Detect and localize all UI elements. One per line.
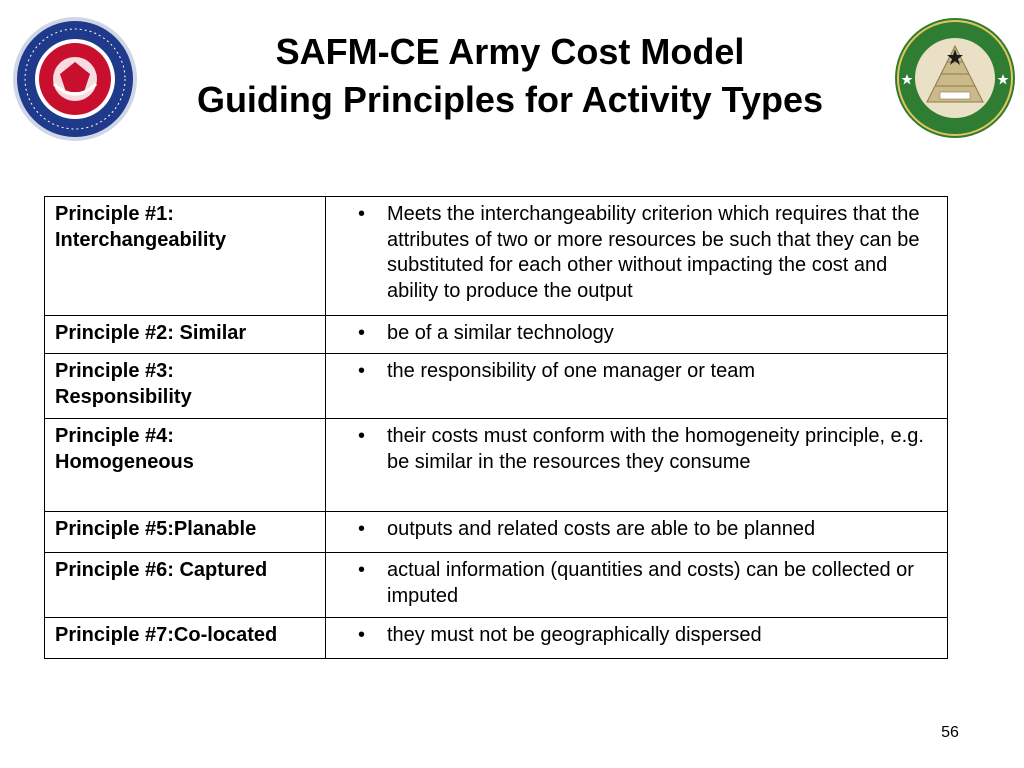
asa-seal-icon (10, 14, 140, 144)
table-row (45, 553, 948, 618)
bullet-icon: • (358, 559, 366, 581)
bullet-icon: • (358, 322, 366, 344)
principle-description (326, 419, 948, 512)
principles-table (44, 196, 948, 659)
bullet-icon: • (358, 624, 366, 646)
principle-description-text: actual information (quantities and costs) can be collected or imputed (387, 559, 914, 607)
principle-name: Principle #2: Similar (45, 316, 326, 354)
principle-name: Principle #6: Captured (45, 553, 326, 618)
principle-name: Principle #4: Homogeneous (45, 419, 326, 512)
principle-name: Principle #7:Co-located (45, 618, 326, 659)
principle-description-text: their costs must conform with the homogeneity principle, e.g. be similar in the resources they consume (387, 425, 924, 473)
principle-name: Principle #1: Interchangeability (45, 197, 326, 316)
title-line-2: Guiding Principles for Activity Types (196, 79, 824, 120)
principle-description-text: outputs and related costs are able to be planned (387, 518, 816, 540)
bullet-icon: • (358, 203, 366, 225)
principle-description-text: they must not be geographically dispersed (387, 624, 762, 646)
principle-description-text: Meets the interchangeability criterion which requires that the attributes of two or more resources be such that they can be substituted for each other without impacting the cost and ability to produce the output (387, 203, 920, 302)
principle-name: Principle #3: Responsibility (45, 354, 326, 419)
principle-description (326, 553, 948, 618)
principle-description (326, 354, 948, 419)
principle-description-text: be of a similar technology (387, 322, 614, 344)
bullet-icon: • (358, 425, 366, 447)
bullet-icon: • (358, 518, 366, 540)
table-row (45, 354, 948, 419)
bullet-icon: • (358, 360, 366, 382)
principle-name: Principle #5:Planable (45, 512, 326, 553)
table-row (45, 419, 948, 512)
page-number: 56 (941, 724, 959, 741)
principle-description (326, 618, 948, 659)
title-line-1: SAFM-CE Army Cost Model (275, 31, 745, 72)
table-row (45, 618, 948, 659)
principle-description (326, 512, 948, 553)
army-fm-comptroller-seal-icon (893, 16, 1017, 140)
table-row (45, 512, 948, 553)
table-row (45, 316, 948, 354)
table-row (45, 197, 948, 316)
principle-description-text: the responsibility of one manager or team (387, 360, 755, 382)
principle-description (326, 197, 948, 316)
principle-description (326, 316, 948, 354)
slide-title (140, 28, 880, 124)
